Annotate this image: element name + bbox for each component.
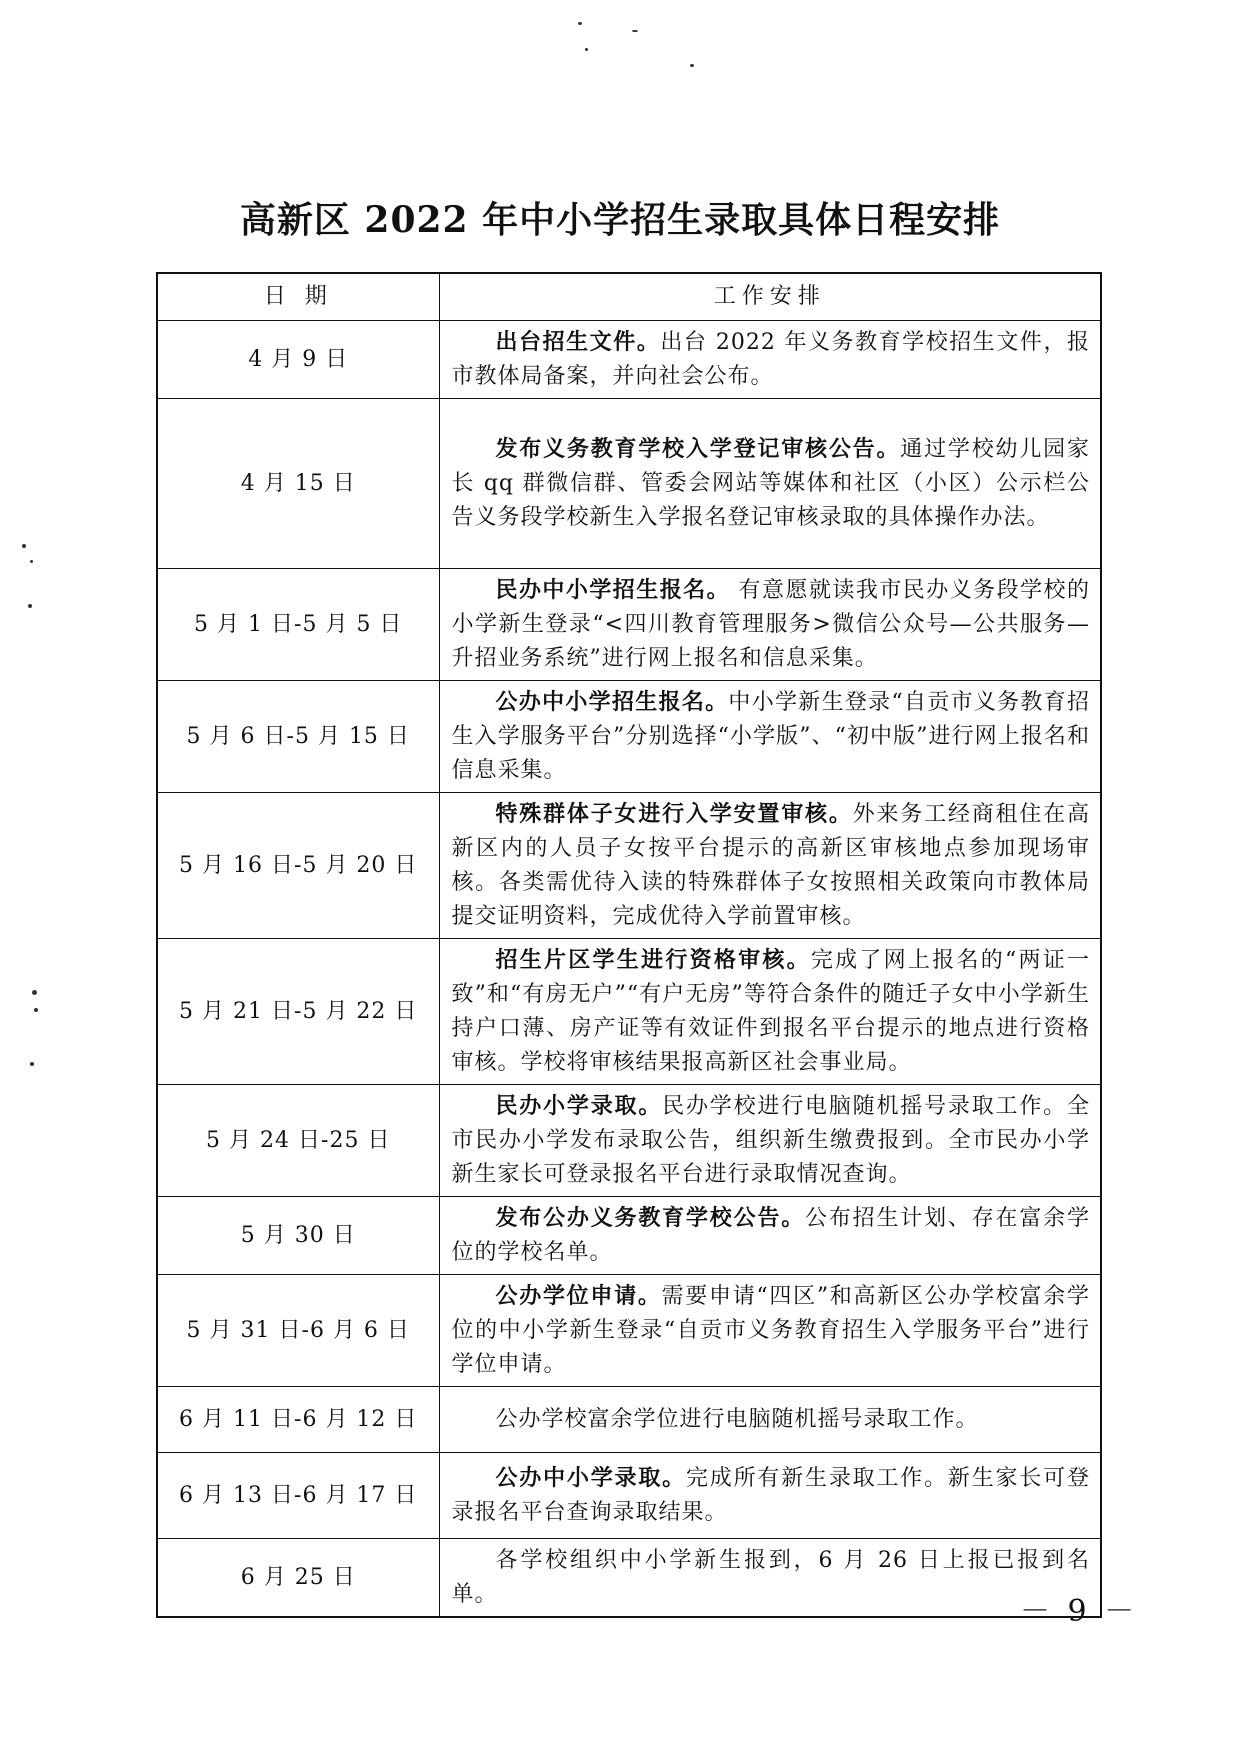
work-text: 各学校组织中小学新生报到，6 月 26 日上报已报到名单。 bbox=[451, 1548, 1090, 1607]
work-cell bbox=[439, 1275, 1101, 1387]
table-row bbox=[157, 1453, 1101, 1539]
work-text: 外来务工经商租住在高新区内的人员子女按平台提示的高新区审核地点参加现场审核。各类需优待入读的特殊群体子女按照相关政策向市教体局提交证明资料，完成优待入学前置审核。 bbox=[451, 802, 1090, 929]
date-cell: 6 月 11 日-6 月 12 日 bbox=[157, 1387, 439, 1453]
date-cell: 5 月 21 日-5 月 22 日 bbox=[157, 939, 439, 1085]
scan-speck bbox=[578, 22, 582, 25]
date-cell: 5 月 31 日-6 月 6 日 bbox=[157, 1275, 439, 1387]
work-cell bbox=[439, 1539, 1101, 1618]
work-cell bbox=[439, 1387, 1101, 1453]
work-text: 中小学新生登录“自贡市义务教育招生入学服务平台”分别选择“小学版”、“初中版”进行网上报名和信息采集。 bbox=[451, 690, 1090, 783]
date-cell: 5 月 16 日-5 月 20 日 bbox=[157, 793, 439, 939]
work-lead: 公办中小学录取。 bbox=[495, 1465, 686, 1491]
scan-speck bbox=[632, 30, 638, 32]
work-cell bbox=[439, 681, 1101, 793]
date-cell: 5 月 1 日-5 月 5 日 bbox=[157, 569, 439, 681]
work-cell bbox=[439, 399, 1101, 569]
date-cell: 6 月 25 日 bbox=[157, 1539, 439, 1618]
work-cell bbox=[439, 1085, 1101, 1197]
page-title: 高新区 2022 年中小学招生录取具体日程安排 bbox=[239, 199, 1001, 241]
work-text: 出台 2022 年义务教育学校招生文件，报市教体局备案，并向社会公布。 bbox=[451, 330, 1090, 389]
date-cell: 6 月 13 日-6 月 17 日 bbox=[157, 1453, 439, 1539]
table-row bbox=[157, 1197, 1101, 1275]
date-cell: 5 月 30 日 bbox=[157, 1197, 439, 1275]
work-text: 完成所有新生录取工作。新生家长可登录报名平台查询录取结果。 bbox=[451, 1466, 1090, 1525]
work-lead: 发布义务教育学校入学登记审核公告。 bbox=[495, 436, 901, 462]
table-row bbox=[157, 1085, 1101, 1197]
header-date: 日 期 bbox=[157, 273, 439, 321]
work-lead: 公办学位申请。 bbox=[495, 1283, 662, 1309]
work-text: 民办学校进行电脑随机摇号录取工作。全市民办小学发布录取公告，组织新生缴费报到。全市民办小学新生家长可登录报名平台进行录取情况查询。 bbox=[451, 1094, 1090, 1187]
table-row bbox=[157, 399, 1101, 569]
work-lead: 公办中小学招生报名。 bbox=[495, 689, 729, 715]
work-text: 公布招生计划、存在富余学位的学校名单。 bbox=[451, 1206, 1090, 1265]
scan-speck bbox=[34, 1008, 38, 1012]
work-lead: 招生片区学生进行资格审核。 bbox=[495, 947, 811, 973]
work-lead: 发布公办义务教育学校公告。 bbox=[495, 1205, 806, 1231]
table-row bbox=[157, 681, 1101, 793]
table-header-row bbox=[157, 273, 1101, 321]
table-row bbox=[157, 1275, 1101, 1387]
work-text: 完成了网上报名的“两证一致”和“有房无户”“有户无房”等符合条件的随迁子女中小学新生持户口薄、房产证等有效证件到报名平台提示的地点进行资格审核。学校将审核结果报高新区社会事业局。 bbox=[451, 948, 1090, 1075]
scan-speck bbox=[22, 544, 26, 548]
work-cell bbox=[439, 939, 1101, 1085]
work-text: 有意愿就读我市民办义务段学校的小学新生登录“<四川教育管理服务>微信公众号—公共服务—升招业务系统”进行网上报名和信息采集。 bbox=[451, 578, 1090, 671]
work-cell bbox=[439, 321, 1101, 399]
date-cell: 4 月 9 日 bbox=[157, 321, 439, 399]
date-cell: 5 月 6 日-5 月 15 日 bbox=[157, 681, 439, 793]
scan-speck bbox=[690, 64, 694, 67]
schedule-table bbox=[156, 272, 1102, 1618]
scan-speck bbox=[30, 560, 33, 563]
table-row bbox=[157, 1539, 1101, 1618]
work-cell bbox=[439, 1453, 1101, 1539]
table-row bbox=[157, 1387, 1101, 1453]
date-cell: 5 月 24 日-25 日 bbox=[157, 1085, 439, 1197]
header-work: 工作安排 bbox=[439, 273, 1101, 321]
work-text: 通过学校幼儿园家长 qq 群微信群、管委会网站等媒体和社区（小区）公示栏公告义务段学校新生入学报名登记审核录取的具体操作办法。 bbox=[451, 437, 1090, 530]
work-lead: 出台招生文件。 bbox=[495, 329, 661, 355]
work-lead: 民办小学录取。 bbox=[495, 1093, 663, 1119]
work-cell bbox=[439, 793, 1101, 939]
work-text: 需要申请“四区”和高新区公办学校富余学位的中小学新生登录“自贡市义务教育招生入学服务平台”进行学位申请。 bbox=[451, 1284, 1090, 1377]
scan-speck bbox=[32, 990, 37, 995]
scan-speck bbox=[585, 48, 588, 51]
date-cell: 4 月 15 日 bbox=[157, 399, 439, 569]
work-text: 公办学校富余学位进行电脑随机摇号录取工作。 bbox=[495, 1407, 979, 1432]
table-row bbox=[157, 321, 1101, 399]
work-lead: 特殊群体子女进行入学安置审核。 bbox=[495, 801, 853, 827]
work-cell bbox=[439, 1197, 1101, 1275]
table-row bbox=[157, 939, 1101, 1085]
table-row bbox=[157, 793, 1101, 939]
scan-speck bbox=[30, 1062, 34, 1066]
table-row bbox=[157, 569, 1101, 681]
scan-speck bbox=[28, 604, 32, 608]
work-cell bbox=[439, 569, 1101, 681]
page-number: － 9 － bbox=[1020, 1594, 1139, 1629]
work-lead: 民办中小学招生报名。 bbox=[495, 577, 731, 603]
